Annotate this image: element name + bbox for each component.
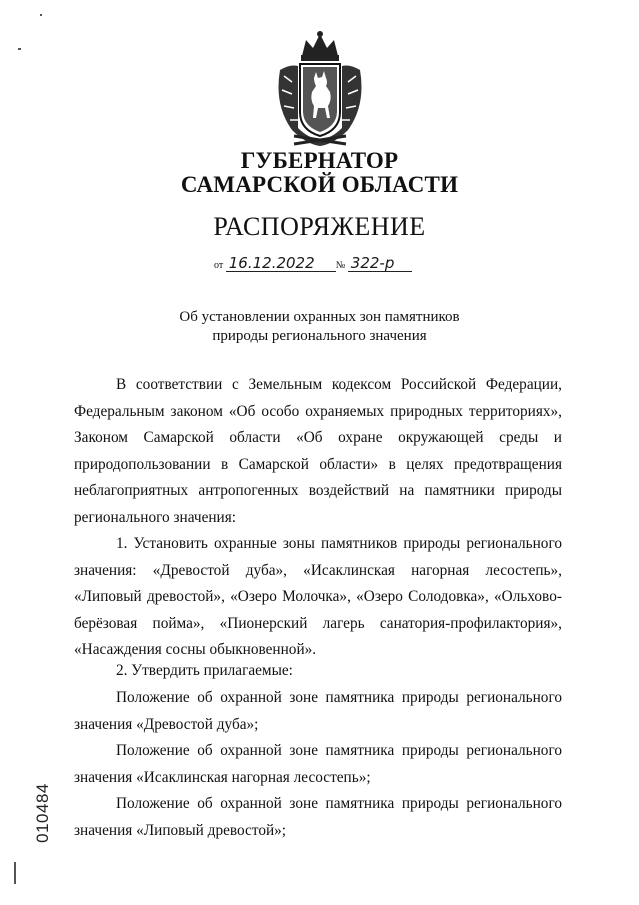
document-type: РАСПОРЯЖЕНИЕ xyxy=(213,212,426,241)
side-stamp-number: 010484 xyxy=(33,783,52,843)
regulation-item-3: Положение об охранной зоне памятника природы регионального значения «Липовый древостой»; xyxy=(74,795,562,839)
authority-title-line2: САМАРСКОЙ ОБЛАСТИ xyxy=(180,172,459,197)
subject-line1: Об установлении охранных зон памятников xyxy=(179,309,460,325)
clause-1-paragraph: 1. Установить охранные зоны памятников природы регионального значения: «Древостой дуба», «Исаклинская нагорная лесостепь», «Липовый древостой», «Озеро Молочка», «Озеро Солодовка», «Ольховo-берёзовая пойма», «Пионерский лагерь санатория-профилактория», «Насаждения сосны обыкновенной». xyxy=(74,535,562,658)
authority-title-line1: ГУБЕРНАТОР xyxy=(240,148,399,173)
date-from-label: от xyxy=(214,260,224,271)
regulation-item-2: Положение об охранной зоне памятника природы регионального значения «Исаклинская нагорная лесостепь»; xyxy=(74,742,562,786)
scan-dot xyxy=(18,48,21,50)
subject-line2: природы регионального значения xyxy=(212,328,427,344)
scan-dot xyxy=(40,14,42,16)
date-number-line xyxy=(214,255,412,272)
handwritten-number: 322-р xyxy=(348,255,412,272)
side-registration-stamp xyxy=(30,785,50,845)
clause-2-paragraph: 2. Утвердить прилагаемые: xyxy=(116,662,293,679)
regulation-item-1: Положение об охранной зоне памятника природы регионального значения «Древостой дуба»; xyxy=(74,689,562,733)
scan-edge-mark xyxy=(14,862,16,884)
coat-of-arms-icon xyxy=(272,30,368,148)
document-subject xyxy=(0,308,639,346)
preamble-paragraph: В соответствии с Земельным кодексом Российской Федерации, Федеральным законом «Об особо охраняемых природных территориях», Законом Самарской области «Об охране окружающей среды и природопользовании в Самарской области» в целях предотвращения неблагоприятных антропогенных воздействий на памятники природы регионального значения: xyxy=(74,376,562,526)
handwritten-date: 16.12.2022 xyxy=(226,255,336,272)
number-label: № xyxy=(335,260,346,271)
